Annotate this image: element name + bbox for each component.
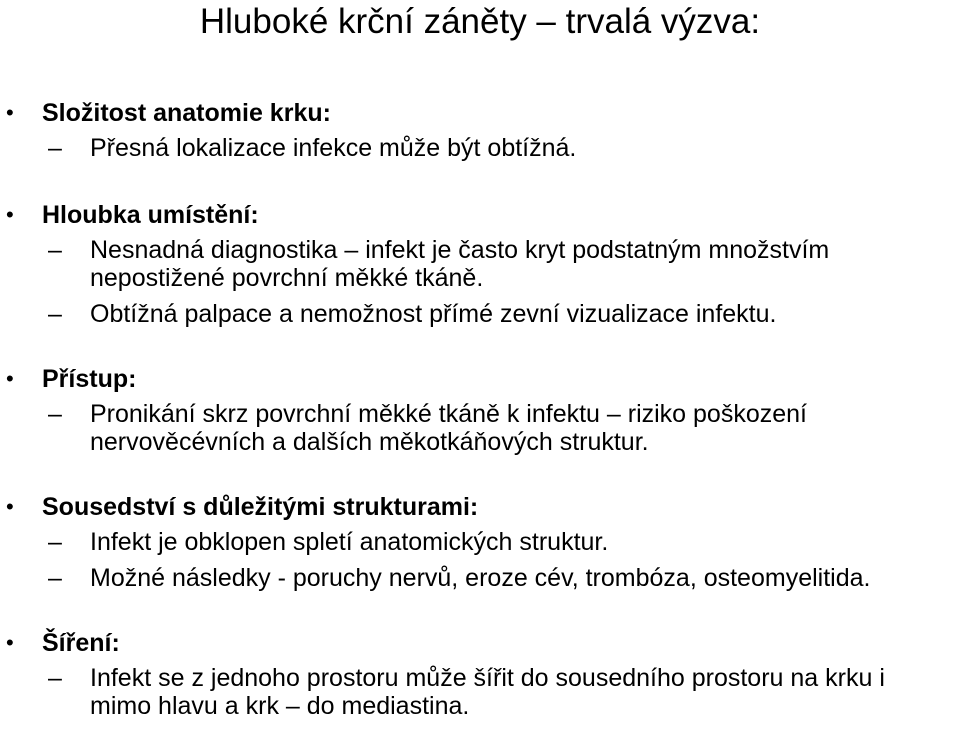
sub-list bbox=[0, 134, 960, 162]
sub-item-text: Nesnadná diagnostika – infekt je často kryt podstatným množstvím nepostižené povrchní měkké tkáně. bbox=[90, 236, 830, 292]
sub-item bbox=[0, 528, 960, 556]
dash-icon: – bbox=[48, 664, 62, 692]
slide-content bbox=[0, 62, 960, 728]
dash-icon: – bbox=[48, 528, 62, 556]
sub-list bbox=[0, 528, 960, 592]
bullet-section bbox=[0, 98, 960, 162]
sub-list bbox=[0, 400, 960, 456]
bullet-heading-text: Hloubka umístění: bbox=[42, 201, 259, 229]
sub-item bbox=[0, 564, 960, 592]
dash-icon: – bbox=[48, 564, 62, 592]
bullet-dot-icon: • bbox=[6, 494, 14, 519]
bullet-section bbox=[0, 364, 960, 456]
sub-item-text: Infekt je obklopen spletí anatomických struktur. bbox=[90, 528, 609, 556]
sub-item bbox=[0, 400, 960, 456]
bullet-heading-text: Sousedství s důležitými strukturami: bbox=[42, 493, 479, 521]
bullet-dot-icon: • bbox=[6, 366, 14, 391]
bullet-heading-text: Přístup: bbox=[42, 365, 137, 393]
bullet-heading bbox=[0, 628, 960, 658]
bullet-heading bbox=[0, 364, 960, 394]
bullet-heading-text: Šíření: bbox=[42, 629, 120, 657]
bullet-section bbox=[0, 628, 960, 720]
sub-list bbox=[0, 236, 960, 328]
bullet-dot-icon: • bbox=[6, 100, 14, 125]
sub-item-text: Přesná lokalizace infekce může být obtížná. bbox=[90, 134, 577, 162]
sub-item bbox=[0, 134, 960, 162]
bullet-heading bbox=[0, 200, 960, 230]
bullet-heading bbox=[0, 492, 960, 522]
sub-item-text: Infekt se z jednoho prostoru může šířit do sousedního prostoru na krku i mimo hlavu a krk – do mediastina. bbox=[90, 664, 885, 720]
sub-item bbox=[0, 236, 960, 292]
dash-icon: – bbox=[48, 236, 62, 264]
bullet-section bbox=[0, 492, 960, 592]
sub-item-text: Obtížná palpace a nemožnost přímé zevní vizualizace infektu. bbox=[90, 300, 777, 328]
bullet-dot-icon: • bbox=[6, 630, 14, 655]
sub-item bbox=[0, 300, 960, 328]
sub-item bbox=[0, 664, 960, 720]
bullet-section bbox=[0, 200, 960, 328]
sub-item-text: Možné následky - poruchy nervů, eroze cév, trombóza, osteomyelitida. bbox=[90, 564, 871, 592]
sub-item-text: Pronikání skrz povrchní měkké tkáně k infektu – riziko poškození nervověcévních a dalších měkotkáňových struktur. bbox=[90, 400, 807, 456]
dash-icon: – bbox=[48, 134, 62, 162]
dash-icon: – bbox=[48, 300, 62, 328]
sub-list bbox=[0, 664, 960, 720]
bullet-heading bbox=[0, 98, 960, 128]
slide-title: Hluboké krční záněty – trvalá výzva: bbox=[199, 2, 761, 41]
bullet-dot-icon: • bbox=[6, 202, 14, 227]
dash-icon: – bbox=[48, 400, 62, 428]
bullet-heading-text: Složitost anatomie krku: bbox=[42, 99, 331, 127]
